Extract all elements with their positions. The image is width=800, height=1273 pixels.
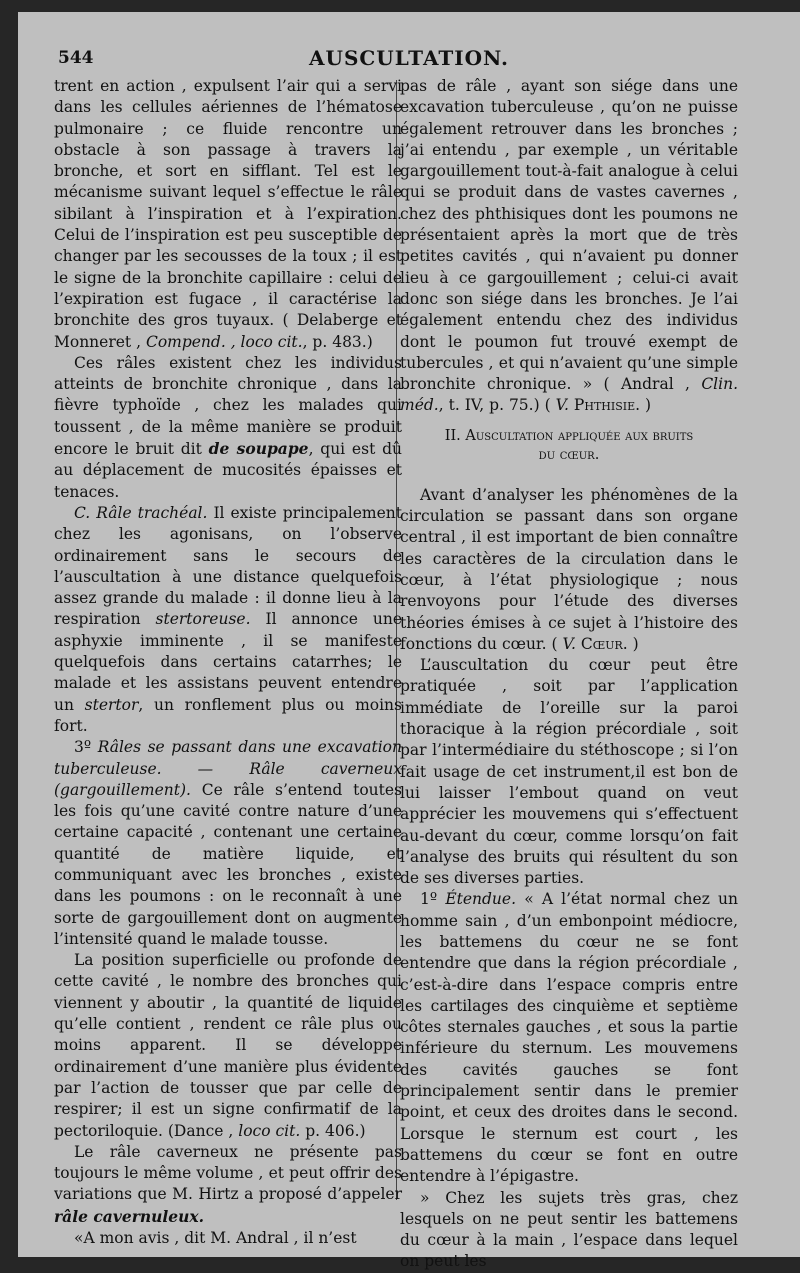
paragraph: «A mon avis , dit M. Andral , il n’est bbox=[74, 1229, 357, 1248]
paragraph: 1º Étendue. « A l’état normal chez un homme sain , d’un embonpoint médiocre, les battemens du cœur ne se font entendre que dans la région précordiale , c’est-à-dire dans l’espace compris entre les cartilages des cinquième et septième côtes sternales gauches , et sous la partie inférieure du sternum. Les mouvemens des cavités gauches se font principalement sentir dans le premier point, et ceux des droites dans le second. Lorsque le sternum est court , les battemens du cœur se font en outre entendre à l’épigastre. bbox=[400, 890, 738, 1186]
paragraph: La position superficielle ou profonde de cette cavité , le nombre des bronches qui viennent y aboutir , la quantité de liquide qu’elle contient , rendent ce râle plus ou moins apparent. Il se développe ordinairement d’une manière plus évidente par l’action de tousser que par celle de respirer; il est un signe confirmatif de la pectoriloquie. (Dance , loco cit. p. 406.) bbox=[54, 951, 402, 1140]
right-column bbox=[400, 76, 738, 1273]
paragraph: Ces râles existent chez les individus atteints de bronchite chronique , dans la fièvre typhoïde , chez les malades qui toussent , de la même manière se produit encore le bruit dit de soupape, qui est dû au déplacement de mucosités épaisses et tenaces. bbox=[54, 353, 402, 501]
subsection-title: C. Râle trachéal. bbox=[74, 503, 208, 522]
paragraph: pas de râle , ayant son siége dans une excavation tuberculeuse , qu’on ne puisse également retrouver dans les bronches ; j’ai entendu , par exemple , un véritable gargouillement tout-à-fait analogue à celui qui se produit dans de vastes cavernes , chez des phthisiques dont les poumons ne présentaient après la mort que de très petites cavités , qui n’avaient pu donner lieu à ce gargouillement ; celui-ci avait donc son siége dans les bronches. Je l’ai également entendu chez des individus dont le poumon fut trouvé exempt de tubercules , et qui n’avaient qu’une simple bronchite chronique. » ( Andral , Clin. méd., t. IV, p. 75.) ( V. Phthisie. ) bbox=[400, 77, 738, 415]
paragraph: » Chez les sujets très gras, chez lesquels on ne peut sentir les battemens du cœur à la main , l’espace dans lequel on peut les bbox=[400, 1188, 738, 1271]
paragraph: Avant d’analyser les phénomènes de la circulation se passant dans son organe central , il est important de bien connaître les caractères de la circulation dans le cœur, à l’état physiologique ; nous renvoyons pour l’étude des diverses théories émises à ce sujet à l’histoire des fonctions du cœur. ( V. Cœur. ) bbox=[400, 485, 738, 653]
subsection-title: Étendue. bbox=[445, 890, 517, 909]
page-number: 544 bbox=[58, 48, 94, 68]
paragraph: 3º Râles se passant dans une excavation tuberculeuse. — Râle caverneux (gargouillement). Ce râle s’entend toutes les fois qu’une cavité contre nature d’une certaine capacité , contenant une certaine quantité de matière liquide, et communiquant avec les bronches , existe dans les poumons : on le reconnaît à une sorte de gargouillement dont on augmente l’intensité quand le malade tousse. bbox=[54, 738, 402, 948]
left-column bbox=[54, 76, 402, 1249]
page-header bbox=[58, 46, 760, 76]
paragraph: Le râle caverneux ne présente pas toujours le même volume , et peut offrir des variations que M. Hirtz a proposé d’appeler râle cavernuleux. bbox=[54, 1142, 402, 1226]
paragraph: C. Râle trachéal. Il existe principalement chez les agonisans, on l’observe ordinairement sans le secours de l’auscultation à une distance quelquefois assez grande du malade : il donne lieu à la respiration stertoreuse. Il annonce une asphyxie imminente , il se manifeste quelquefois dans certains catarrhes; le malade et les assistans peuvent entendre un stertor, un ronflement plus ou moins fort. bbox=[54, 503, 402, 735]
running-title: AUSCULTATION. bbox=[308, 46, 510, 70]
subsection-title: Râles se passant dans une excavation tuberculeuse. — Râle caverneux bbox=[54, 738, 402, 778]
section-heading: II. Auscultation appliquée aux bruits du cœur. bbox=[444, 427, 694, 463]
paragraph: trent en action , expulsent l’air qui a servi dans les cellules aériennes de l’hématose pulmonaire ; ce fluide rencontre un obstacle à son passage à travers la bronche, et sort en sifflant. Tel est le mécanisme suivant lequel s’effectue le râle sibilant à l’inspiration et à l’expiration. Celui de l’inspiration est peu susceptible de changer par les secousses de la toux ; il est le signe de la bronchite capillaire : celui de l’expiration est fugace , il caractérise la bronchite des gros tuyaux. ( Delaberge et Monneret , Compend. , loco cit., p. 483.) bbox=[54, 77, 402, 351]
book-page bbox=[18, 12, 800, 1271]
paragraph: L’auscultation du cœur peut être pratiquée , soit par l’application immédiate de l’oreille sur la paroi thoracique à la région précordiale , soit par l’intermédiaire du stéthoscope ; si l’on fait usage de cet instrument,il est bon de lui laisser l’embout quand on veut apprécier les mouvemens qui s’effectuent au-devant du cœur, comme lorsqu’on fait l’analyse des bruits qui résultent du son de ses diverses parties. bbox=[400, 656, 738, 888]
